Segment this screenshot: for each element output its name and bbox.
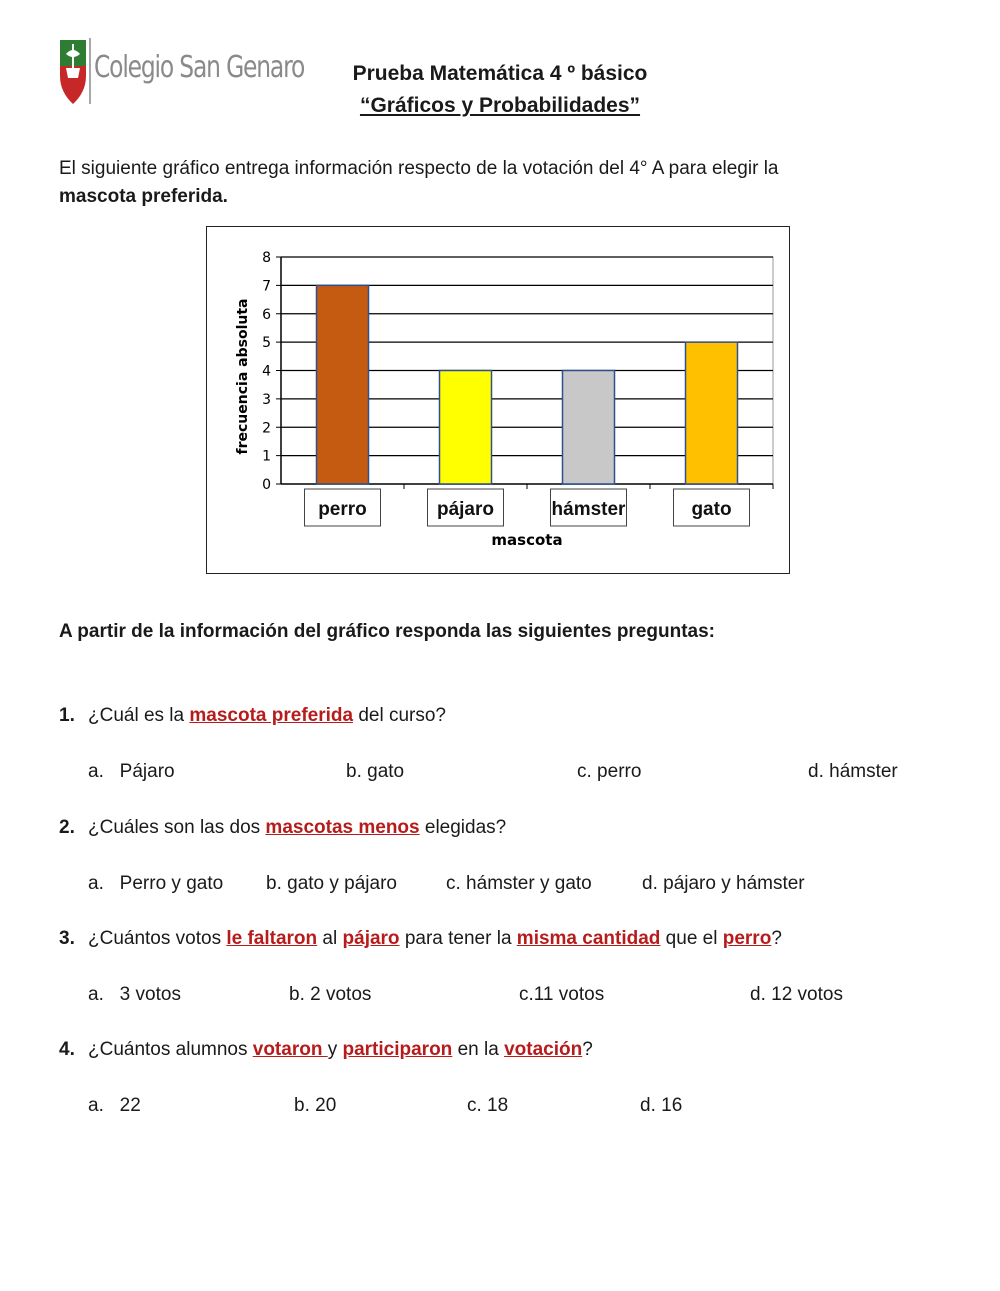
instructions: A partir de la información del gráfico responda las siguientes preguntas: (59, 621, 715, 642)
question-number: 4. (59, 1039, 75, 1060)
bar-gato (686, 342, 738, 484)
question-text: para tener la (399, 928, 517, 949)
question-text: ¿Cuál es la (88, 705, 190, 726)
highlighted-phrase: mascotas menos (265, 817, 420, 838)
answer-option[interactable]: b. 20 (294, 1095, 337, 1116)
answer-option[interactable]: a. Perro y gato (88, 873, 224, 894)
page-title: Prueba Matemática 4 º básico (352, 62, 648, 85)
question-text: ¿Cuáles son las dos (88, 817, 266, 838)
x-tick-label: pájaro (436, 499, 495, 520)
highlighted-phrase: votaron (252, 1039, 328, 1060)
question-text: ? (582, 1039, 593, 1060)
answer-option[interactable]: b. gato (346, 761, 405, 782)
highlighted-phrase: votación (504, 1039, 583, 1060)
y-tick-label: 3 (262, 391, 271, 408)
x-tick-label: hámster (551, 499, 626, 520)
y-tick-label: 2 (262, 420, 271, 437)
y-tick-label: 8 (262, 250, 271, 266)
answer-option[interactable]: c.11 votos (519, 984, 605, 1005)
answer-option[interactable]: d. hámster (808, 761, 898, 782)
intro-bold: mascota preferida. (59, 186, 228, 207)
question-number: 3. (59, 928, 75, 949)
question-3 (59, 928, 782, 950)
y-axis-label: frecuencia absoluta (235, 298, 251, 455)
y-tick-label: 7 (262, 278, 271, 295)
highlighted-phrase: misma cantidad (516, 928, 661, 949)
question-number: 2. (59, 817, 75, 838)
y-tick-label: 4 (262, 363, 271, 380)
question-number: 1. (59, 705, 75, 726)
y-tick-label: 5 (262, 335, 271, 352)
y-tick-label: 0 (262, 477, 271, 493)
question-text: elegidas? (419, 817, 507, 838)
x-tick-label: gato (691, 499, 732, 520)
answer-option[interactable]: a. 3 votos (88, 984, 181, 1005)
highlighted-phrase: le faltaron (226, 928, 318, 949)
question-text: que el (660, 928, 723, 949)
question-text: ? (771, 928, 782, 949)
page-subtitle: “Gráficos y Probabilidades” (359, 94, 641, 117)
bar-pájaro (440, 371, 492, 485)
intro-text: El siguiente gráfico entrega información respecto de la votación del 4° A para elegir la (59, 158, 779, 179)
question-4 (59, 1039, 593, 1061)
chart-canvas (207, 227, 789, 573)
answer-option[interactable]: c. 18 (467, 1095, 509, 1116)
answer-option[interactable]: d. pájaro y hámster (642, 873, 805, 894)
question-1 (59, 705, 446, 727)
answer-option[interactable]: c. hámster y gato (446, 873, 592, 894)
question-text: del curso? (353, 705, 447, 726)
bar-chart (206, 226, 790, 574)
question-text: ¿Cuántos alumnos (88, 1039, 253, 1060)
highlighted-phrase: participaron (342, 1039, 453, 1060)
answer-option[interactable]: a. 22 (88, 1095, 141, 1116)
intro-paragraph (59, 155, 939, 211)
x-axis-label: mascota (491, 531, 563, 549)
x-tick-label: perro (318, 499, 367, 520)
question-text: y (327, 1039, 343, 1060)
y-tick-label: 6 (262, 306, 271, 323)
bar-hámster (563, 371, 615, 485)
bar-perro (317, 285, 369, 484)
question-text: en la (452, 1039, 505, 1060)
question-text: ¿Cuántos votos (88, 928, 227, 949)
highlighted-phrase: perro (722, 928, 772, 949)
question-text: al (317, 928, 343, 949)
answer-option[interactable]: c. perro (577, 761, 642, 782)
question-2 (59, 817, 506, 839)
y-tick-label: 1 (262, 448, 271, 465)
answer-option[interactable]: b. gato y pájaro (266, 873, 397, 894)
answer-option[interactable]: b. 2 votos (289, 984, 372, 1005)
answer-option[interactable]: d. 12 votos (750, 984, 843, 1005)
highlighted-phrase: mascota preferida (189, 705, 354, 726)
answer-option[interactable]: d. 16 (640, 1095, 683, 1116)
answer-option[interactable]: a. Pájaro (88, 761, 175, 782)
logo-text: Colegio San Genaro (94, 50, 305, 85)
highlighted-phrase: pájaro (342, 928, 400, 949)
